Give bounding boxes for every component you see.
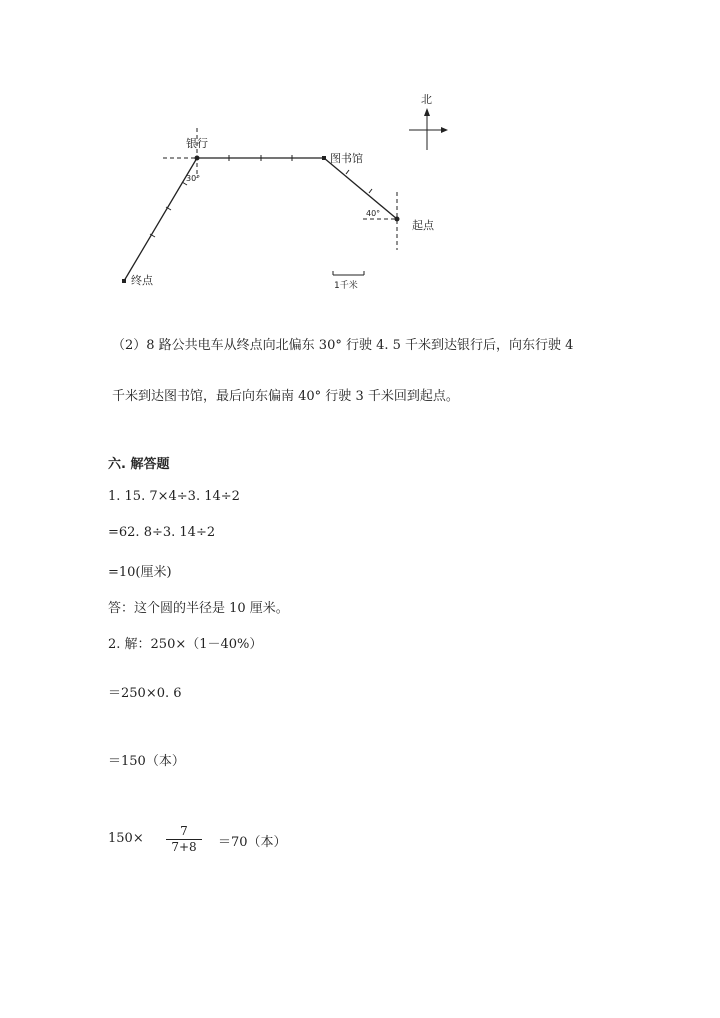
north-label: 北 [421, 93, 432, 106]
end-point [122, 279, 126, 283]
answer1-conclusion: 答：这个圆的半径是 10 厘米。 [108, 601, 289, 616]
answer2-line-2: ＝250×0. 6 [108, 686, 182, 701]
section-title: 六. 解答题 [108, 457, 170, 472]
bank-point [195, 156, 200, 161]
end-label: 终点 [131, 274, 153, 287]
scale-label: 1千米 [334, 281, 358, 291]
library-label: 图书馆 [330, 152, 363, 165]
start-angle-label: 40° [366, 209, 381, 218]
answer2-line-4-prefix: 150× [108, 831, 144, 846]
q2-line-2: 千米到达图书馆，最后向东偏南 40° 行驶 3 千米回到起点。 [112, 389, 459, 404]
library-point [322, 156, 326, 160]
fraction-denominator: 7+8 [171, 840, 197, 854]
answer1-line-3: =10(厘米) [108, 565, 172, 580]
answer2-line-4-suffix: ＝70（本） [218, 835, 287, 850]
q2-line-1: （2）8 路公共电车从终点向北偏东 30° 行驶 4. 5 千米到达银行后，向东行驶 4 [112, 338, 574, 353]
north-compass [409, 108, 448, 150]
start-point [395, 217, 400, 222]
fraction-numerator: 7 [180, 824, 188, 838]
answer2-fraction [162, 824, 206, 854]
bank-angle-label: 30° [186, 174, 201, 183]
answer2-line-3: ＝150（本） [108, 754, 185, 769]
bank-label: 银行 [186, 137, 208, 150]
route-library-to-start [324, 158, 397, 219]
answer1-line-1: 1. 15. 7×4÷3. 14÷2 [108, 489, 240, 504]
route-ticks [150, 155, 372, 237]
start-label: 起点 [412, 219, 434, 232]
answer1-line-2: =62. 8÷3. 14÷2 [108, 525, 216, 540]
scale-bar [333, 271, 364, 275]
answer2-line-1: 2. 解：250×（1－40%） [108, 637, 263, 652]
route-diagram [0, 0, 720, 310]
